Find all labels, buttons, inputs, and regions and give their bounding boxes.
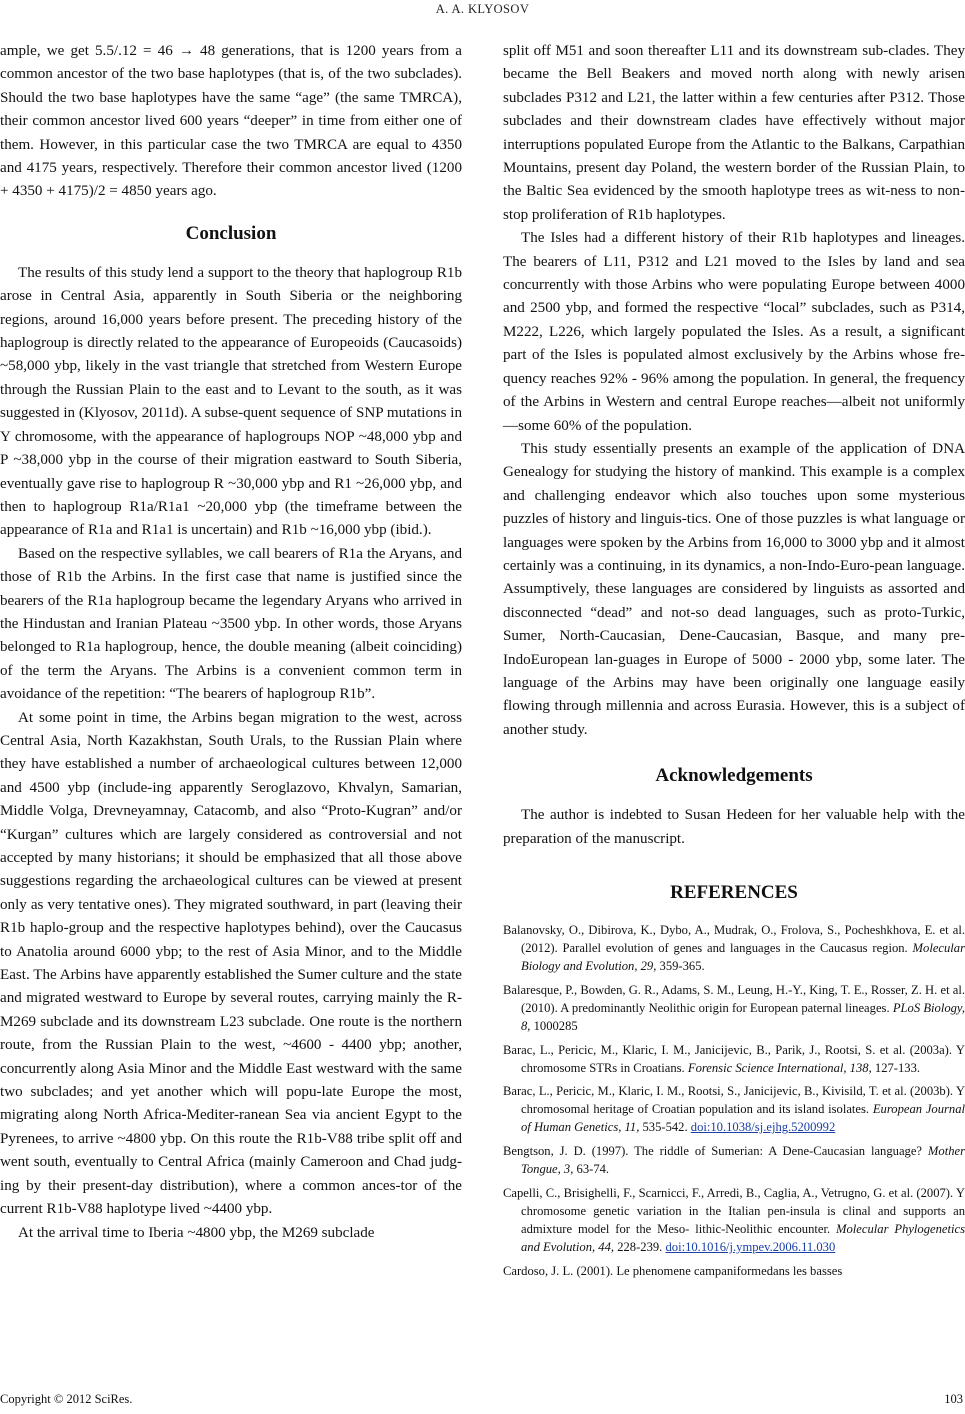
reference-journal: Mother Tongue, 3, (521, 1144, 965, 1177)
paragraph-dna-genealogy: This study essentially presents an example of the application of DNA Genealogy for studying the history of mankind. This example is a complex and challenging endeavor which also touches upon some mysterious puzzles of history and linguis-tics. One of those puzzles is what language or languages were spoken by the Arbins from 16,000 to 3000 ybp and it almost certainly was a continuing, in its dynamics, a non-Indo-Euro-pean language. Assumptively, these languages are considered by linguists as assorted and disconnected “dead” and not-so dead languages, such as proto-Turkic, Sumer, North-Caucasian, Dene-Caucasian, Basque, and many pre-IndoEuropean lan-guages in Europe of 5000 - 2000 ybp, some later. The language of the Arbins may have been originally one language easily flowing through millennia and across Eurasia. However, this is a subject of another study. (503, 440, 965, 738)
reference-list (503, 921, 965, 1280)
reference-journal: Molecular Biology and Evolution, 29, (521, 941, 965, 974)
reference-item (503, 1041, 965, 1077)
footer-copyright: Copyright © 2012 SciRes. (0, 1392, 133, 1406)
reference-text: Barac, L., Pericic, M., Klaric, I. M., Janicijevic, B., Parik, J., Rootsi, S. et al. (2003a). Y chromosome STRs in Croatians. (503, 1042, 965, 1075)
paragraph-conclusion-theory: The results of this study lend a support to the theory that haplogroup R1b arose in Central Asia, apparently in South Siberia or the neighboring regions, around 16,000 years before present. The preceding history of the haplogroup is directly related to the appearance of Europeoids (Caucasoids) ~58,000 ybp, likely in the vast triangle that stretched from Western Europe through the Russian Plain to the east and to Levant to the south, as it was suggested in (Klyosov, 2011d). A subse-quent sequence of SNP mutations in Y chromosome, with the appearance of haplogroups NOP ~48,000 ybp and P ~38,000 ybp in the course of their migration eastward to South Siberia, eventually gave rise to haplogroup R ~30,000 ybp and R1 ~26,000 ybp, and then to haplogroup R1a/R1a1 ~20,000 ybp (the timeframe between the appearance of R1a and R1a1 is uncertain) and R1b ~16,000 ybp (ibid.). (0, 264, 462, 539)
reference-item (503, 921, 965, 975)
paragraph-aryans-arbins: Based on the respective syllables, we call bearers of R1a the Aryans, and those of R1b the Arbins. In the first case that name is justified since the bearers of the R1a haplogroup became the legendary Aryans who arrived in the Hindustan and Iranian Plateau ~3500 ybp. In other words, those Aryans belonged to R1a haplogroup, hence, the double meaning (albeit coinciding) of the term the Aryans. The Arbins is a convenient common term in avoidance of the repetition: “The bearers of haplogroup R1b”. (0, 545, 462, 703)
paragraph-iberia: At the arrival time to Iberia ~4800 ybp, the M269 subclade (18, 1224, 375, 1241)
footer-page-number: 103 (944, 1392, 963, 1406)
reference-journal: PLoS Biology, 8, (521, 1000, 965, 1033)
reference-journal: Molecular Phylogenetics and Evolution, 44, (521, 1221, 965, 1254)
reference-item (503, 1184, 965, 1256)
reference-text: Cardoso, J. L. (2001). Le phenomene campaniformedans les basses (503, 1263, 843, 1278)
paragraph-migration: At some point in time, the Arbins began migration to the west, across Central Asia, North Kazakhstan, South Urals, to the Russian Plain where they have established a number of archaeological cultures between 12,000 and 4500 ybp (include-ing apparently Seroglazovo, Khvalyn, Samarian, Middle Volga, Drevneyamnay, Catacomb, and also “Proto-Kugran” and/or “Kurgan” cultures which are largely considered as controversial and not accepted by many historians; it should be emphasized that all those above suggestions regarding the archaeological cultures can be viewed at present only as very tentative ones). They migrated southward, in part (leaving their R1b haplo-group and the respective haplotypes behind), over the Caucasus to Anatolia around 6000 ybp; to the rest of Asia Minor, and to the Middle East. The Arbins have apparently established the Sumer culture and the state and migrated westward to Europe by several routes, carrying mainly the R-M269 subclade and its downstream L23 subclade. One route is the northern route, from the Russian Plain to the west, ~4600 - 4400 ybp; another, concurrently along Asia Minor and the Middle East westward with the same two subclades; and yet another which will popu-late Europe the most, migrating along North Africa-Mediter-ranean Sea via ancient Egypt to the Pyrenees, to arrive ~4800 ybp. On this route the R1b-V88 tribe split off and went south, eventually to Central Africa (mainly Cameroon and Chad judg-ing by their present-day distribution), where a common ances-tor of the current R1b-V88 haplotype lived ~4400 ybp. (0, 709, 462, 1218)
reference-text: Balanovsky, O., Dibirova, K., Dybo, A., Mudrak, O., Frolova, S., Pocheshkhova, E. et al. (2012). Parallel evolution of genes and languages in the Caucasus region. (503, 923, 965, 956)
right-column (503, 40, 965, 1285)
reference-pages: 127-133. (874, 1060, 921, 1075)
reference-doi-link[interactable]: doi:10.1038/sj.ejhg.5200992 (690, 1120, 836, 1135)
reference-pages: 1000285 (533, 1018, 578, 1033)
reference-item (503, 1262, 965, 1280)
acknowledgements-heading: Acknowledgements (655, 765, 813, 787)
reference-doi-link[interactable]: doi:10.1016/j.ympev.2006.11.030 (665, 1240, 836, 1254)
reference-journal: European Journal of Human Genetics, 11, (521, 1102, 965, 1135)
acknowledgements-text: The author is indebted to Susan Hedeen for her valuable help with the preparation of the manuscript. (503, 807, 965, 847)
reference-text: Barac, L., Pericic, M., Klaric, I. M., Rootsi, S., Janicijevic, B., Kivisild, T. et al. (2003b). Y chromosomal heritage of Croatian population and its island isolates. (503, 1084, 965, 1117)
references-heading: REFERENCES (670, 882, 798, 903)
reference-item (503, 1142, 965, 1178)
paragraph-m51-split: split off M51 and soon thereafter L11 and its downstream sub-clades. They became the Bell Beakers and moved north along with newly arisen subclades P312 and L21, the latter within a few centuries after P312. Those subclades and their downstream clades have effectively without major interruptions populated Europe from the Atlantic to the Balkans, Carpathian Mountains, present day Poland, the western border of the Russian Plain, to the Baltic Sea evidenced by the smooth haplotype trees as wit-ness to non-stop proliferation of R1b haplotypes. (503, 43, 965, 223)
reference-text: Bengtson, J. D. (1997). The riddle of Sumerian: A Dene-Caucasian language? (503, 1144, 923, 1159)
running-head: A. A. KLYOSOV (435, 2, 530, 16)
paragraph-isles: The Isles had a different history of their R1b haplotypes and lineages. The bearers of L11, P312 and L21 moved to the Isles by land and sea concurrently with those Arbins who were populating Europe between 4000 and 2500 ybp, and formed the respective “local” subclades, such as P314, M222, L226, which largely populated the Isles. As a result, a significant part of the Isles is populated almost exclusively by the Arbins whose fre-quency reaches 92% - 96% among the population. In general, the frequency of the Arbins in Western and central Europe reaches—albeit not uniformly—some 60% of the population. (503, 230, 965, 434)
reference-pages: 63-74. (576, 1162, 610, 1177)
reference-pages: 535-542. (642, 1120, 688, 1135)
conclusion-heading: Conclusion (185, 222, 277, 244)
reference-journal: Forensic Science International, 138, (687, 1060, 872, 1075)
reference-pages: 359-365. (659, 959, 705, 974)
paragraph-generations: ample, we get 5.5/.12 = 46 → 48 generations, that is 1200 years from a common ancestor of the two base haplotypes (that is, of the two subclades). Should the two base haplotypes have the same “age” (the same TMRCA), their common ancestor lived 600 years “deeper” in time from either one of them. However, in this particular case the two TMRCA are equal to 4350 and 4175 years, respectively. Therefore their common ancestor lived (1200 + 4350 + 4175)/2 = 4850 years ago. (0, 43, 462, 200)
left-column (0, 40, 462, 1245)
reference-item (503, 981, 965, 1035)
reference-pages: 228-239. (617, 1240, 663, 1254)
reference-text: Capelli, C., Brisighelli, F., Scarnicci, F., Arredi, B., Caglia, A., Vetrugno, G. et al. (2007). Y chromosome genetic variation in the Italian pen-insula is clinal and supports an admixture model for the Meso- lithic-Neolithic encounter. (503, 1185, 965, 1236)
reference-text: Balaresque, P., Bowden, G. R., Adams, S. M., Leung, H.-Y., King, T. E., Rosser, Z. H. et al. (2010). A predominantly Neolithic origin for European paternal lineages. (503, 982, 965, 1015)
reference-item (503, 1082, 965, 1136)
